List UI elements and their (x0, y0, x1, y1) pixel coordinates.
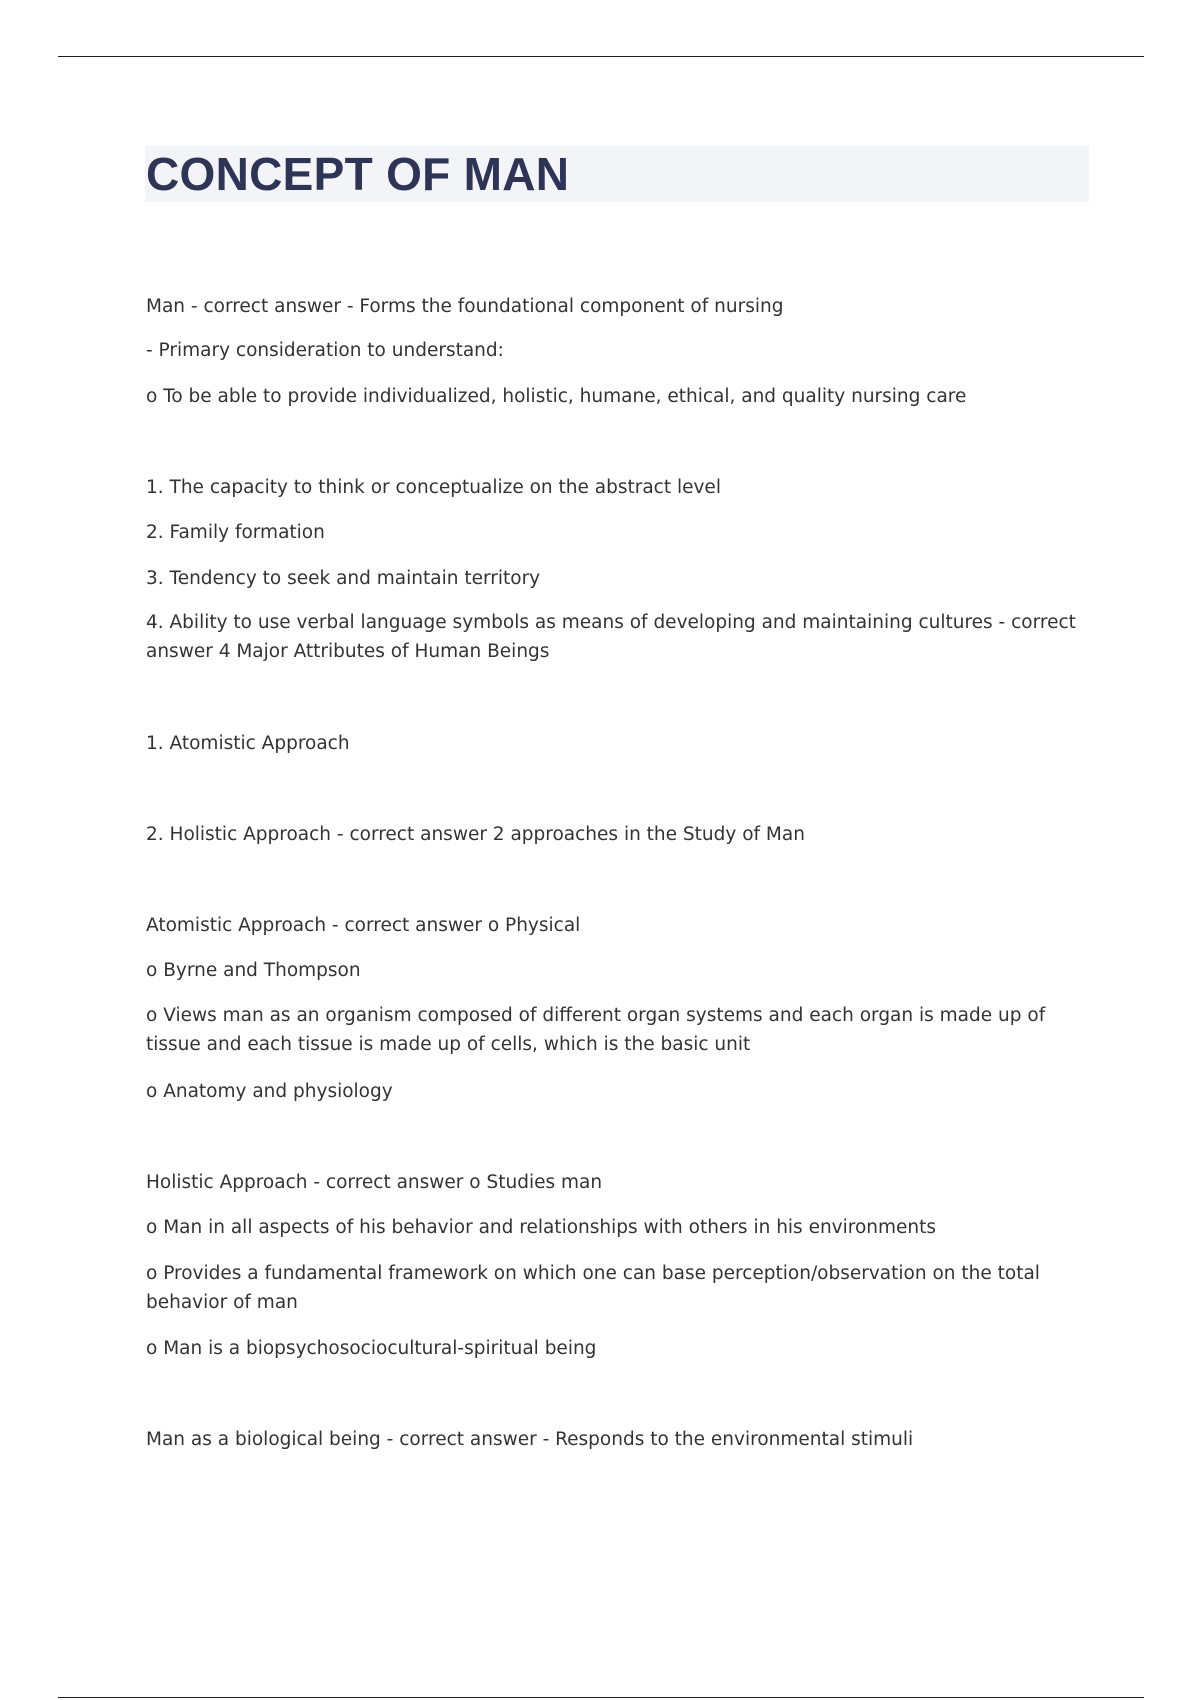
text-line: Man - correct answer - Forms the foundational component of nursing (146, 296, 784, 317)
text-line: 1. Atomistic Approach (146, 733, 350, 754)
text-line: Man as a biological being - correct answer - Responds to the environmental stimuli (146, 1429, 914, 1450)
footer-rule (58, 1697, 1144, 1698)
text-line: 3. Tendency to seek and maintain territory (146, 568, 541, 589)
text-line: o Byrne and Thompson (146, 960, 361, 981)
text-line: o Anatomy and physiology (146, 1081, 393, 1102)
text-line: Holistic Approach - correct answer o Studies man (146, 1172, 603, 1193)
text-line: 4. Ability to use verbal language symbols as means of developing and maintaining cultures - correct answer 4 Major Attributes of Human Beings (146, 612, 1076, 662)
page-title: CONCEPT OF MAN (146, 148, 570, 200)
text-line: o Man is a biopsychosociocultural-spiritual being (146, 1338, 597, 1359)
text-line: o Provides a fundamental framework on which one can base perception/observation on the total behavior of man (146, 1263, 1040, 1313)
text-line: o Views man as an organism composed of different organ systems and each organ is made up of tissue and each tissue is made up of cells, which is the basic unit (146, 1005, 1046, 1055)
text-line: - Primary consideration to understand: (146, 340, 504, 361)
text-line: 1. The capacity to think or conceptualize on the abstract level (146, 477, 721, 498)
text-line: 2. Family formation (146, 522, 325, 543)
header-rule (58, 56, 1144, 57)
text-line: 2. Holistic Approach - correct answer 2 approaches in the Study of Man (146, 824, 805, 845)
text-line: o Man in all aspects of his behavior and relationships with others in his environments (146, 1217, 937, 1238)
text-line: o To be able to provide individualized, holistic, humane, ethical, and quality nursing care (146, 386, 967, 407)
text-line: Atomistic Approach - correct answer o Physical (146, 915, 581, 936)
